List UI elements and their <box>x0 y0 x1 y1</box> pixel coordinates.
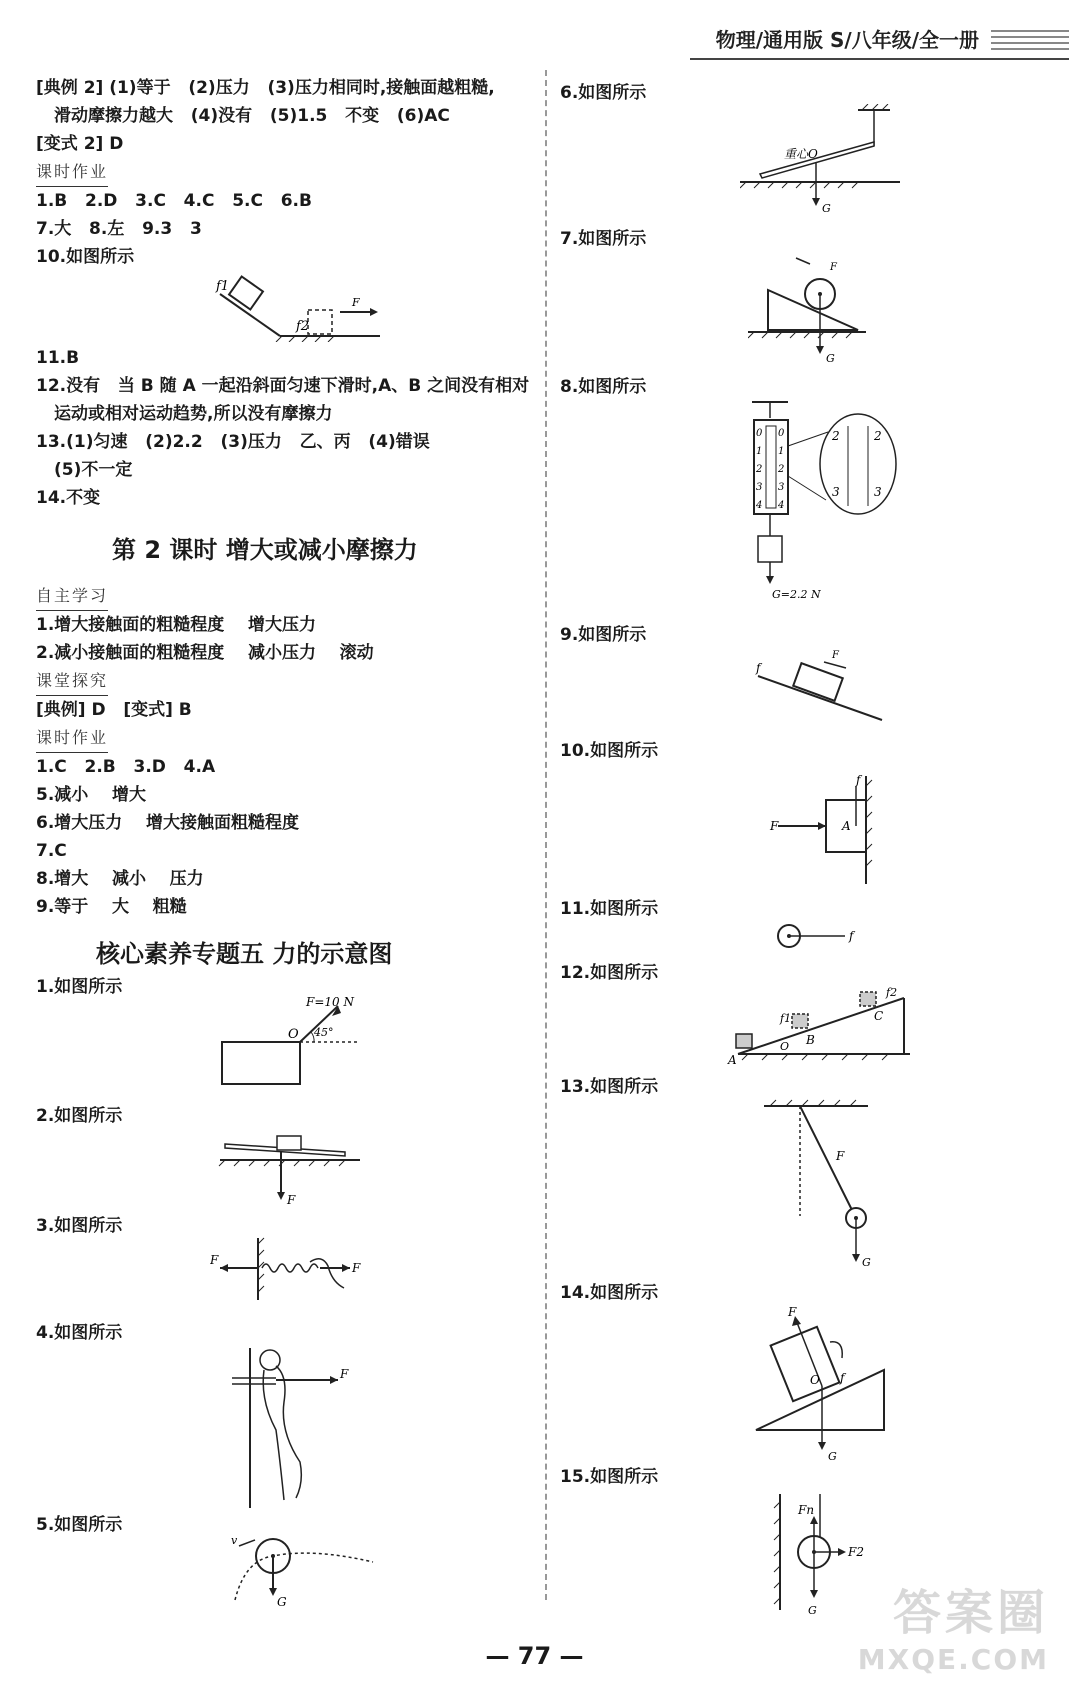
fig10-f2-label: f2 <box>296 319 310 334</box>
column-divider <box>545 70 547 1600</box>
answer-line: 12.没有 当 B 随 A 一起沿斜面匀速下滑时,A、B 之间没有相对 <box>36 376 530 396</box>
fig-item-12: 12.如图所示 <box>560 963 659 983</box>
fig15-FN-label: Fn <box>798 1503 815 1517</box>
left-answers-top <box>36 74 495 271</box>
svg-text:2: 2 <box>778 464 785 475</box>
fig7-G-label: G <box>826 352 835 365</box>
header-rule <box>690 58 1069 60</box>
svg-text:3: 3 <box>832 485 840 499</box>
figure-4-person-pushing-wall <box>220 1340 370 1520</box>
fig12-C-label: C <box>874 1009 884 1023</box>
svg-text:0: 0 <box>778 428 785 439</box>
figure-2-plank <box>215 1130 365 1210</box>
fig12-A-label: A <box>728 1053 737 1064</box>
fig12-O-label: O <box>780 1040 790 1053</box>
fig-item-10: 10.如图所示 <box>560 741 659 761</box>
fig1-O-label: O <box>288 1027 299 1042</box>
answer-line: 1.增大接触面的粗糙程度 增大压力 <box>36 615 316 635</box>
svg-text:3: 3 <box>756 482 763 493</box>
section-label: 课时作业 <box>36 158 108 187</box>
header-decor-lines <box>991 30 1069 54</box>
svg-text:3: 3 <box>778 482 785 493</box>
fig-item-4: 4.如图所示 <box>36 1323 123 1343</box>
fig2-F-label: F <box>287 1193 296 1207</box>
fig13-F-label: F <box>836 1149 845 1163</box>
figure-7-ball-on-wedge <box>748 250 868 370</box>
left-lesson-answers <box>36 582 374 921</box>
fig5-G-label: G <box>277 1595 287 1609</box>
fig11-f-label: f <box>849 929 854 943</box>
svg-text:2: 2 <box>874 429 882 443</box>
fig-item-2: 2.如图所示 <box>36 1106 123 1126</box>
svg-text:2: 2 <box>832 429 840 443</box>
fig14-O-label: O <box>810 1373 820 1387</box>
figure-10-incline <box>200 272 390 342</box>
section-label: 课时作业 <box>36 724 108 753</box>
header-title: 物理/通用版 S/八年级/全一册 <box>715 28 979 52</box>
svg-text:1: 1 <box>778 446 785 457</box>
answer-line: 滑动摩擦力越大 (4)没有 (5)1.5 不变 (6)AC <box>54 106 450 126</box>
fig8-G-label: G=2.2 N <box>772 588 821 601</box>
fig7-F-label: F <box>830 262 837 273</box>
fig15-F2-label: F2 <box>848 1545 864 1559</box>
answer-line: 9.等于 大 粗糙 <box>36 897 187 917</box>
fig-item-3: 3.如图所示 <box>36 1216 123 1236</box>
fig14-f-label: f <box>840 1371 845 1385</box>
fig10r-F-label: F <box>770 819 779 833</box>
figure-11-ball-force <box>775 920 875 954</box>
svg-text:3: 3 <box>874 485 882 499</box>
watermark-line2: MXQE.COM <box>857 1643 1049 1676</box>
fig-item-11: 11.如图所示 <box>560 899 659 919</box>
figure-10-block-against-wall <box>768 772 898 892</box>
fig-item-7: 7.如图所示 <box>560 229 647 249</box>
svg-text:2: 2 <box>756 464 763 475</box>
answer-line: 运动或相对运动趋势,所以没有摩擦力 <box>54 404 333 424</box>
answer-line: 7.大 8.左 9.3 3 <box>36 219 202 239</box>
fig-item-1: 1.如图所示 <box>36 977 123 997</box>
fig-item-5: 5.如图所示 <box>36 1515 123 1535</box>
watermark-line1: 答案圈 <box>892 1585 1049 1641</box>
answer-line: [典例 2] (1)等于 (2)压力 (3)压力相同时,接触面越粗糙, <box>36 78 495 98</box>
figure-1-box-force <box>210 996 390 1096</box>
answer-line: 7.C <box>36 841 67 861</box>
fig-item-6: 6.如图所示 <box>560 83 647 103</box>
answer-line: (5)不一定 <box>54 460 133 480</box>
fig12-B-label: B <box>806 1033 815 1047</box>
watermark <box>858 1574 1049 1676</box>
fig9-F-label: F <box>832 650 839 661</box>
fig1-force-label: F=10 N <box>306 996 354 1009</box>
fig13-G-label: G <box>862 1256 871 1268</box>
svg-text:0: 0 <box>756 428 763 439</box>
lesson-title: 第 2 课时 增大或减小摩擦力 <box>112 536 418 564</box>
fig10-f1-label: f1 <box>216 279 230 294</box>
answer-line: 1.B 2.D 3.C 4.C 5.C 6.B <box>36 191 312 211</box>
fig12-f1-label: f1 <box>780 1012 792 1025</box>
fig6-center-label: 重心O <box>784 147 818 161</box>
answer-line: 1.C 2.B 3.D 4.A <box>36 757 216 777</box>
fig15-G-label: G <box>808 1604 817 1617</box>
answer-line: [典例] D [变式] B <box>36 700 192 720</box>
answer-line: 6.增大压力 增大接触面粗糙程度 <box>36 813 299 833</box>
figure-14-cup-on-incline <box>752 1306 892 1466</box>
fig-item-14: 14.如图所示 <box>560 1283 659 1303</box>
fig12-f2-label: f2 <box>886 986 898 999</box>
svg-text:4: 4 <box>756 500 763 511</box>
answer-line: 8.增大 减小 压力 <box>36 869 204 889</box>
figure-6-leaning-rod <box>740 104 910 214</box>
fig6-G-label: G <box>822 202 831 214</box>
topic-title: 核心素养专题五 力的示意图 <box>96 939 393 968</box>
answer-line: 13.(1)匀速 (2)2.2 (3)压力 乙、丙 (4)错误 <box>36 432 430 452</box>
fig1-angle-label: 45° <box>314 1026 334 1039</box>
fig3-F-right-label: F <box>352 1261 361 1275</box>
figure-5-ball-trajectory <box>225 1530 385 1610</box>
answer-line: 10.如图所示 <box>36 247 135 267</box>
left-answers-middle <box>36 344 529 512</box>
answer-line: 11.B <box>36 348 80 368</box>
fig10r-A-label: A <box>842 819 851 833</box>
section-label: 自主学习 <box>36 582 108 611</box>
fig10-F-label: F <box>352 296 360 309</box>
fig4-F-label: F <box>340 1367 349 1381</box>
figure-8-spring-scale <box>740 396 910 606</box>
section-label: 课堂探究 <box>36 667 108 696</box>
answer-line: 2.减小接触面的粗糙程度 减小压力 滚动 <box>36 643 374 663</box>
answer-line: 14.不变 <box>36 488 101 508</box>
fig14-G-label: G <box>828 1450 837 1463</box>
svg-text:1: 1 <box>756 446 763 457</box>
fig-item-15: 15.如图所示 <box>560 1467 659 1487</box>
figure-12-incline-blocks <box>724 984 924 1064</box>
fig-item-13: 13.如图所示 <box>560 1077 659 1097</box>
figure-3-spring <box>210 1234 370 1304</box>
fig14-F-label: F <box>788 1306 797 1319</box>
fig9-f-label: f <box>756 661 761 675</box>
fig5-v-label: v <box>231 1534 238 1547</box>
fig10r-f-label: f <box>856 773 861 787</box>
answer-line: 5.减小 增大 <box>36 785 146 805</box>
answer-line: [变式 2] D <box>36 134 124 154</box>
fig3-F-left-label: F <box>210 1253 219 1267</box>
fig-item-9: 9.如图所示 <box>560 625 647 645</box>
svg-text:4: 4 <box>778 500 785 511</box>
fig-item-8: 8.如图所示 <box>560 377 647 397</box>
page-number: — 77 — <box>485 1642 584 1670</box>
figure-9-block-on-incline <box>750 648 890 728</box>
figure-13-pendulum <box>756 1098 876 1268</box>
